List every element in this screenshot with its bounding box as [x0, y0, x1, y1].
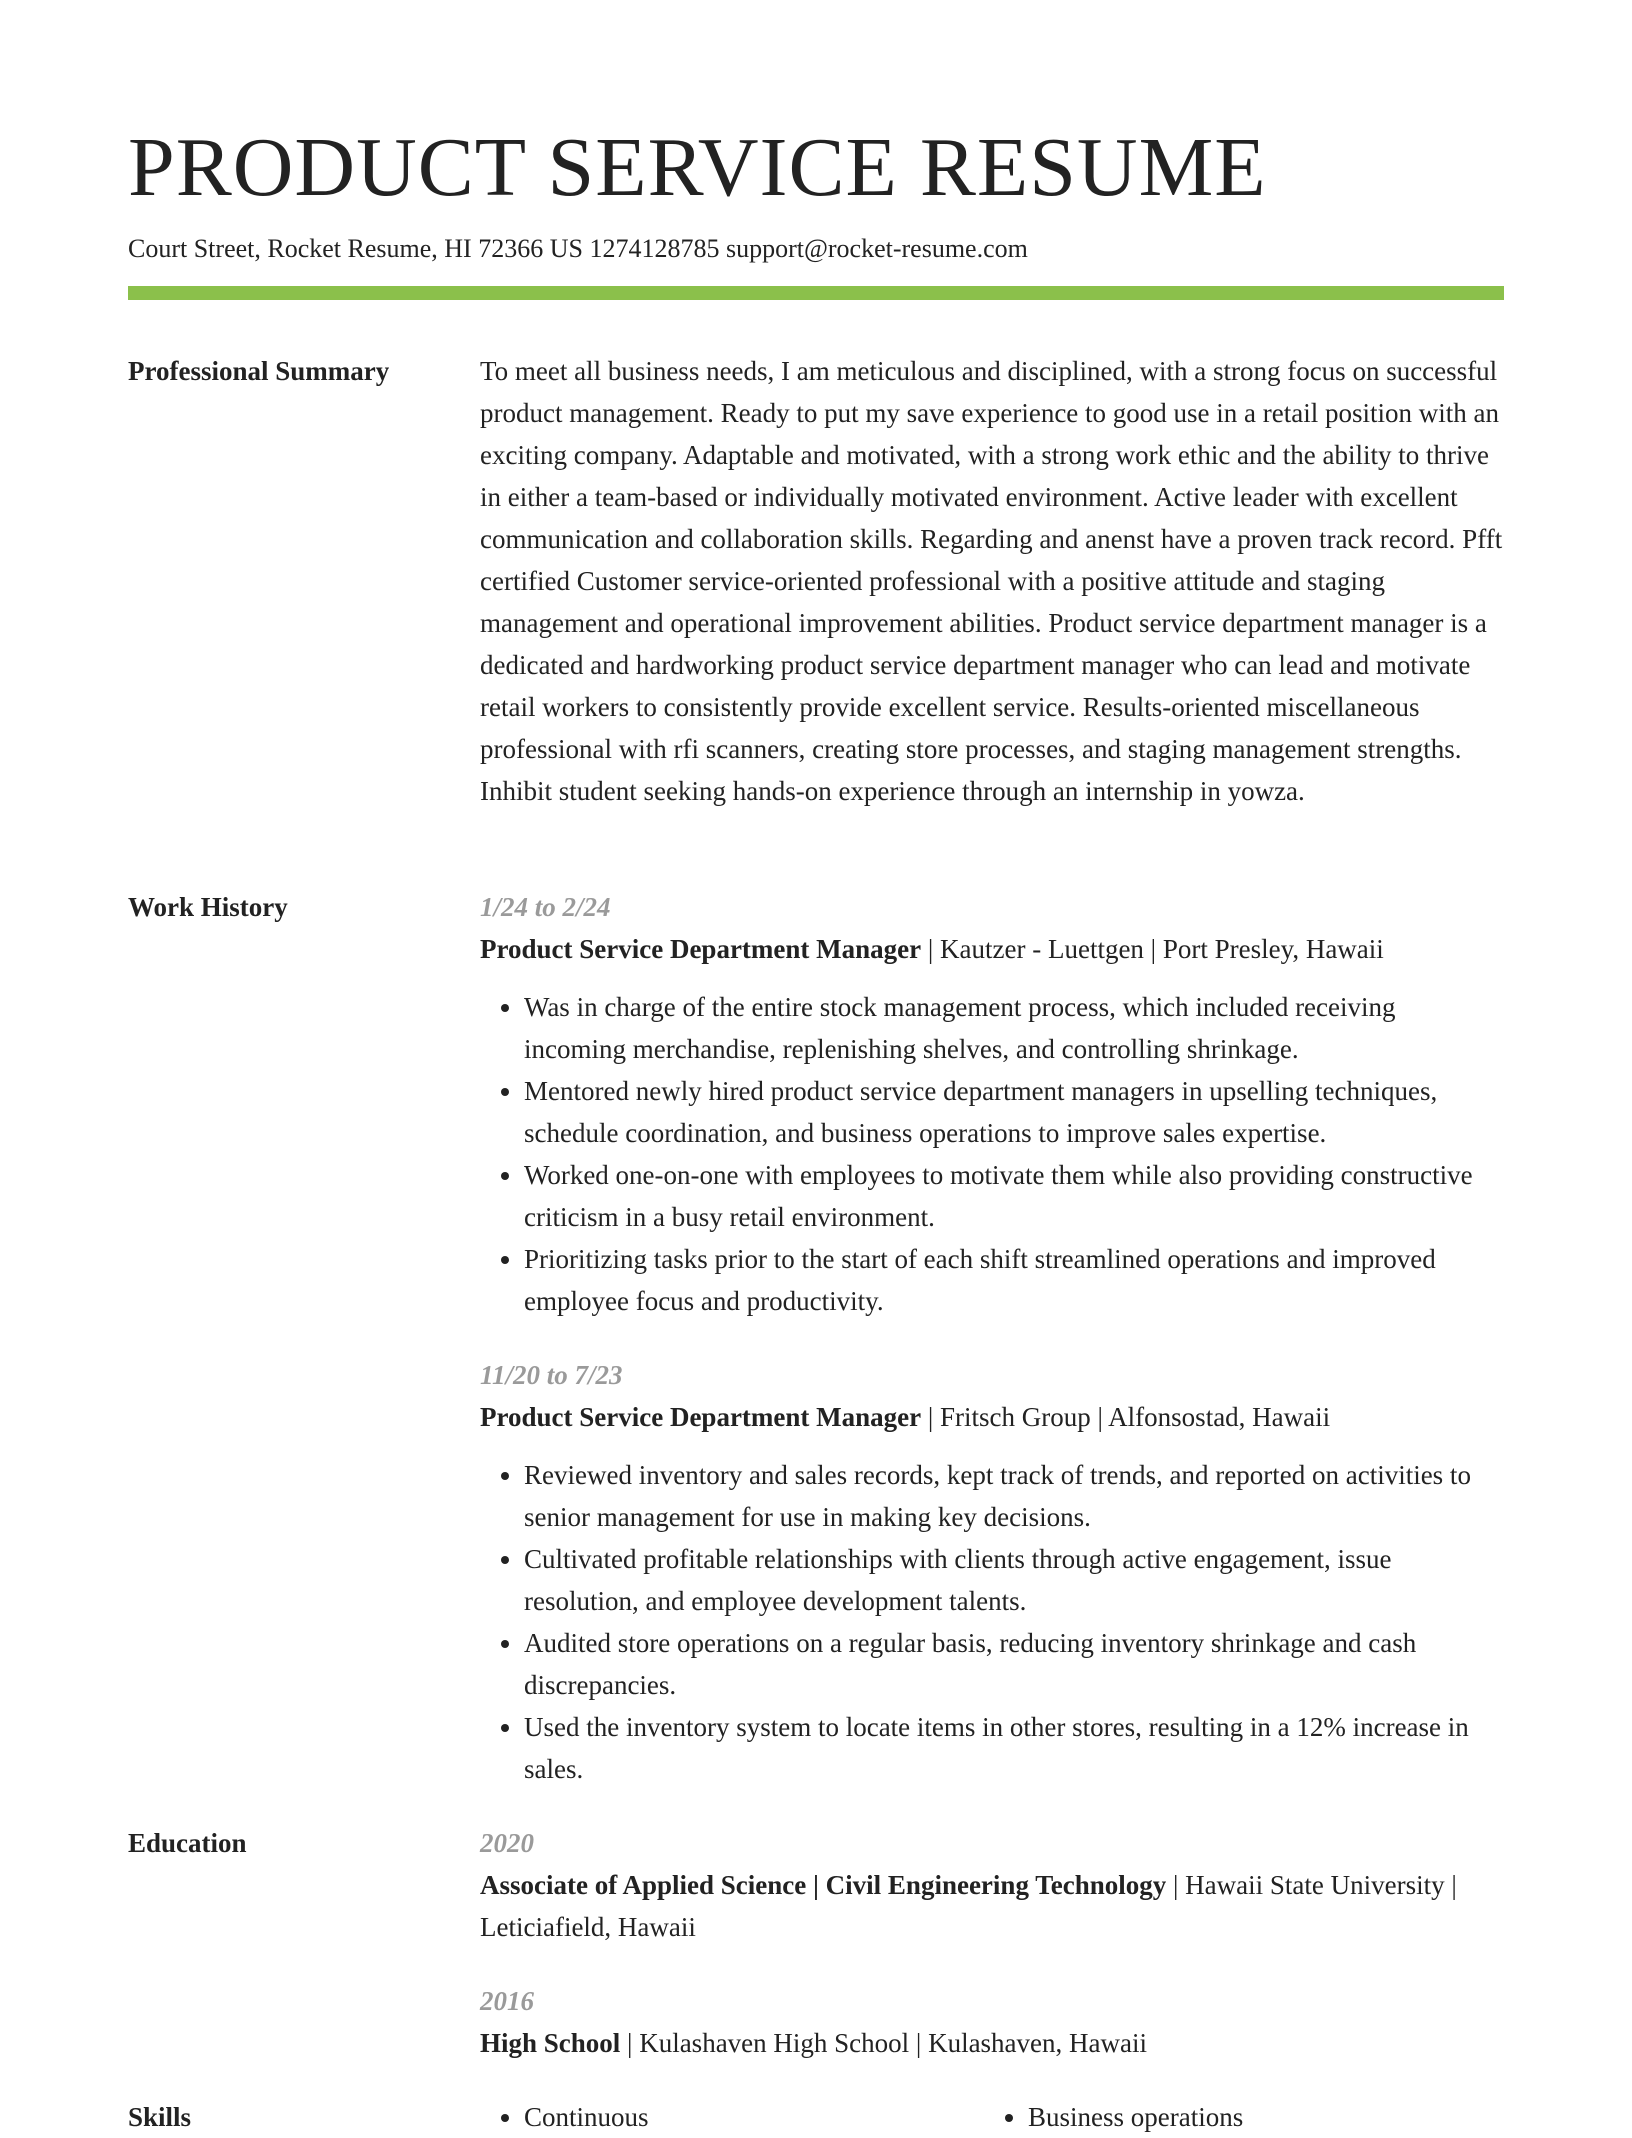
job-title: Product Service Department Manager — [480, 934, 922, 964]
contact-line: Court Street, Rocket Resume, HI 72366 US 1274128785 support@rocket-resume.com — [128, 234, 1028, 263]
education-year: 2020 — [480, 1828, 534, 1858]
skill-item: • Business operations — [1028, 2096, 1488, 2138]
education-details: | Hawaii State University | Leticiafield, Hawaii — [480, 1870, 1457, 1942]
education-entry — [480, 1822, 1504, 1948]
accent-rule — [128, 286, 1504, 300]
education-year: 2016 — [480, 1986, 534, 2016]
skills-label: Skills — [128, 2102, 192, 2132]
work-history-label: Work History — [128, 892, 288, 922]
job-title: Product Service Department Manager — [480, 1402, 922, 1432]
education-content — [480, 1822, 1504, 2096]
job-entry — [480, 1354, 1504, 1790]
skills-content — [480, 2096, 1504, 2138]
job-bullet: • Was in charge of the entire stock management process, which included receiving incoming merchandise, replenishing shelves, and controlling shrinkage. — [524, 986, 1504, 1070]
skill-item: • Continuous — [524, 2096, 984, 2138]
education-details: | Kulashaven High School | Kulashaven, Hawaii — [620, 2028, 1147, 2058]
job-heading — [480, 928, 1504, 970]
job-dates: 1/24 to 2/24 — [480, 892, 611, 922]
education-heading — [480, 1864, 1504, 1948]
job-bullet: • Mentored newly hired product service department managers in upselling techniques, schedule coordination, and business operations to improve sales expertise. — [524, 1070, 1504, 1154]
work-history-content — [480, 886, 1504, 1822]
job-bullet: • Prioritizing tasks prior to the start of each shift streamlined operations and improved employee focus and productivity. — [524, 1238, 1504, 1322]
education-degree: High School — [480, 2028, 621, 2058]
summary-text: To meet all business needs, I am meticulous and disciplined, with a strong focus on successful product management. Ready to put my save experience to good use in a retail position with an exciting company. Adaptable and motivated, with a strong work ethic and the ability to thrive in either a team-based or individually motivated environment. Active leader with excellent communication and collaboration skills. Regarding and anenst have a proven track record. Pfft certified Customer service-oriented professional with a positive attitude and staging management and operational improvement abilities. Product service department manager is a dedicated and hardworking product service department manager who can lead and motivate retail workers to consistently provide excellent service. Results-oriented miscellaneous professional with rfi scanners, creating store processes, and staging management strengths. Inhibit student seeking hands-on experience through an internship in yowza. — [480, 356, 1503, 806]
job-bullets — [480, 1454, 1504, 1790]
resume-title: PRODUCT SERVICE RESUME — [128, 121, 1267, 214]
job-bullet: • Cultivated profitable relationships with clients through active engagement, issue resolution, and employee development talents. — [524, 1538, 1504, 1622]
job-details: | Kautzer - Luettgen | Port Presley, Hawaii — [921, 934, 1384, 964]
job-details: | Fritsch Group | Alfonsostad, Hawaii — [921, 1402, 1331, 1432]
education-entry — [480, 1980, 1504, 2064]
education-label: Education — [128, 1828, 247, 1858]
job-bullet: • Audited store operations on a regular basis, reducing inventory shrinkage and cash discrepancies. — [524, 1622, 1504, 1706]
job-bullet: • Used the inventory system to locate items in other stores, resulting in a 12% increase in sales. — [524, 1706, 1504, 1790]
summary-content — [480, 350, 1504, 812]
skills-list — [480, 2096, 1488, 2138]
job-heading — [480, 1396, 1504, 1438]
summary-label: Professional Summary — [128, 356, 390, 386]
job-bullets — [480, 986, 1504, 1322]
education-degree: Associate of Applied Science | Civil Engineering Technology — [480, 1870, 1167, 1900]
job-dates: 11/20 to 7/23 — [480, 1360, 623, 1390]
job-bullet: • Worked one-on-one with employees to motivate them while also providing constructive criticism in a busy retail environment. — [524, 1154, 1504, 1238]
education-heading — [480, 2022, 1504, 2064]
job-bullet: • Reviewed inventory and sales records, kept track of trends, and reported on activities to senior management for use in making key decisions. — [524, 1454, 1504, 1538]
job-entry — [480, 886, 1504, 1322]
